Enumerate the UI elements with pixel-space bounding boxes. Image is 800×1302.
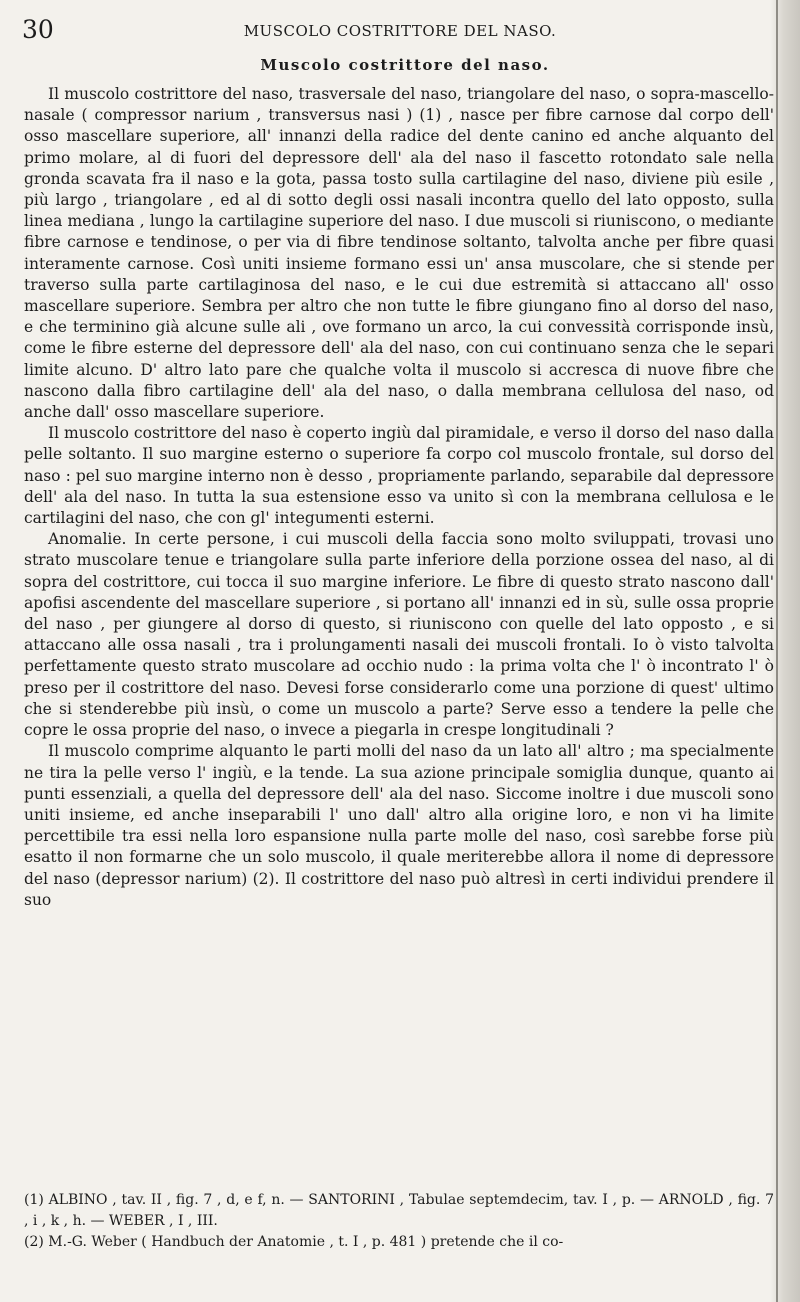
page-edge-shadow: [770, 0, 800, 1302]
running-head: MUSCOLO COSTRITTORE DEL NASO.: [243, 22, 557, 40]
paragraph: Anomalie. In certe persone, i cui muscoli della faccia sono molto sviluppati, trovasi uno strato muscolare tenue e triangolare sulla parte inferiore della porzione ossea del naso, al di sopra del costrittore, cui tocca il suo margine inferiore. Le fibre di questo strato nascono dall' apofisi ascendente del mascellare superiore , si portano all' innanzi ed in sù, sulle ossa proprie del naso , per giungere al dorso di questo, si riuniscono con quelle del lato opposto , e si attaccano alle ossa nasali , tra i prolungamenti nasali dei muscoli frontali. Io ò visto talvolta perfettamente questo strato muscolare ad occhio nudo : la prima volta che l' ò incontrato l' ò preso per il costrittore del naso. Devesi forse considerarlo come una porzione di quest' ultimo che si stenderebbe più insù, o come un muscolo a parte? Serve esso a tendere la pelle che copre le ossa proprie del naso, o invece a piegarla in crespe longitudinali ?: [24, 530, 774, 740]
body-text: [24, 84, 774, 911]
binding-line: [776, 0, 778, 1302]
section-title: Muscolo costrittore del naso.: [260, 56, 550, 74]
footnote: (1) ALBINO , tav. II , fig. 7 , d, e f, n. — SANTORINI , Tabulae septemdecim, tav. I , p. — ARNOLD , fig. 7 , i , k , h. — WEBER , I , III.: [24, 1192, 774, 1229]
footnote: (2) M.-G. Weber ( Handbuch der Anatomie , t. I , p. 481 ) pretende che il co-: [24, 1234, 564, 1250]
paragraph: Il muscolo costrittore del naso, trasversale del naso, triangolare del naso, o sopra-mascello-nasale ( compressor narium , transversus nasi ) (1) , nasce per fibre carnose dal corpo dell' osso mascellare superiore, all' innanzi della radice del dente canino ed anche alquanto del primo molare, al di fuori del depressore dell' ala del naso il fascetto rotondato sale nella gronda scavata fra il naso e la gota, passa tosto sulla cartilagine del naso, diviene più esile , più largo , triangolare , ed al di sotto degli ossi nasali incontra quello del lato opposto, sulla linea mediana , lungo la cartilagine superiore del naso. I due muscoli si riuniscono, o mediante fibre carnose e tendinose, o per via di fibre tendinose soltanto, talvolta anche per fibre quasi interamente carnose. Così uniti insieme formano essi un' ansa muscolare, che si stende per traverso sulla parte cartilaginosa del naso, e le cui due estremità si attaccano all' osso mascellare superiore. Sembra per altro che non tutte le fibre giungano fino al dorso del naso, e che terminino già alcune sulle ali , ove formano un arco, la cui convessità corrisponde insù, come le fibre esterne del depressore dell' ala del naso, con cui continuano senza che le separi limite alcuno. D' altro lato pare che qualche volta il muscolo si accresca di nuove fibre che nascono dalla fibro cartilagine dell' ala del naso, o dalla membrana cellulosa del naso, od anche dall' osso mascellare superiore.: [24, 85, 774, 422]
page-number: 30: [22, 15, 54, 44]
paragraph: Il muscolo comprime alquanto le parti molli del naso da un lato all' altro ; ma specialmente ne tira la pelle verso l' ingiù, e la tende. La sua azione principale somiglia dunque, quanto ai punti essenziali, a quella del depressore dell' ala del naso. Siccome inoltre i due muscoli sono uniti insieme, ed anche inseparabili l' uno dall' altro alla origine loro, e non vi ha limite percettibile tra essi nella loro espansione nulla parte molle del naso, così sarebbe forse più esatto il non formarne che un solo muscolo, il quale meriterebbe allora il nome di depressore del naso (depressor narium) (2). Il costrittore del naso può altresì in certi individui prendere il suo: [24, 742, 774, 909]
paragraph: Il muscolo costrittore del naso è coperto ingiù dal piramidale, e verso il dorso del naso dalla pelle soltanto. Il suo margine esterno o superiore fa corpo col muscolo frontale, sul dorso del naso : pel suo margine interno non è desso , propriamente parlando, separabile dal depressore dell' ala del naso. In tutta la sua estensione esso va unito sì con la membrana cellulosa e le cartilagini del naso, che con gl' integumenti esterni.: [24, 424, 774, 528]
footnotes: [24, 1190, 774, 1253]
